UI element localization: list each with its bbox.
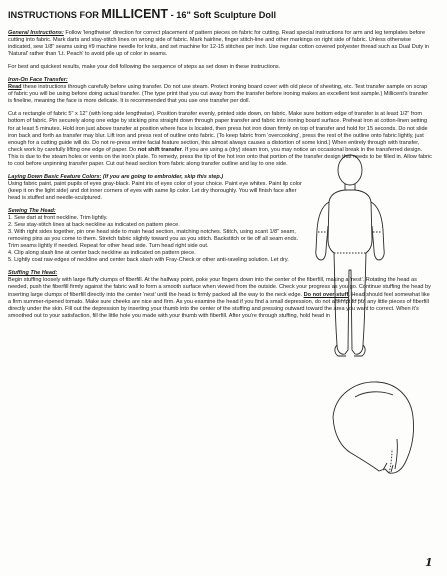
- transfer-p2: Cut a rectangle of fabric 5" x 12" (with long side lengthwise). Position transfer evenly, printed side down, on fabric. Make sure bottom edge of transfer is at least 1/2" from bottom of fabric. Pin securely along one edge by sticking pins straight down through paper transfer and fabric into ironing board surface. Preheat iron at cotton-linen setting for at least 5 minutes. Hold iron just above transfer at position where face is located, then press hot iron down firmly on top of transfer and hold for 15 seconds. Do not slide iron back and forth as transfer may blur. Lift iron and press rest of outline onto fabric. (To keep fabric from 'overcooking', press the rest of the outline onto fabric lightly, just enough for a cutting guide will do. Do not re-press entire facial feature section, this almost always causes a distortion of some kind.) When entirely through with transfer, check work by carefully lifting one edge of paper. Do: [8, 111, 428, 153]
- transfer-p1: these instructions through carefully before using transfer. Do not use steam. Protect ironing board cover with old piece of sheeting, etc. Test transfer sample on scrap of fabric you will be using before doing actual transfer. (The type print that you cut away from the transfer before ironing makes an excellent test sample.) Millicent's transfer is fineline, meaning the face is more delicate. It is recommended that you use one transfer per doll.: [8, 84, 429, 105]
- features-section: [8, 174, 308, 181]
- sewing-step-5: 5. Lightly coat raw edges of neckline and center back slash with Fray-Check or other anti-raveling solution. Let dry.: [8, 257, 289, 264]
- sewing-heading: Sewing The Head:: [8, 207, 56, 214]
- features-note: (If you are going to embroider, skip this step.): [101, 173, 224, 180]
- best-results-note: For best and quickest results, make your doll following the sequence of steps as set down in these instructions.: [8, 64, 281, 71]
- transfer-heading: Iron-On Face Transfer:: [8, 77, 68, 84]
- general-heading: General Instructions:: [8, 30, 64, 36]
- general-instructions: [8, 30, 433, 58]
- sewing-step-2: 2. Sew stay-stitch lines at back neckline as indicated on pattern piece.: [8, 222, 180, 229]
- features-body: Using fabric paint, paint pupils of eyes gray-black. Paint iris of eyes color of your choice. Paint eye whites. Paint lip color (keep it on the light side) and dot inner corners of eyes with same lip color. Let dry thoroughly. You will finish face after head is stuffed and needle-sculptured.: [8, 180, 302, 201]
- general-body: Follow 'lengthwise' direction for correct placement of pattern pieces on fabric for cutting. Read special instructions for arm and leg templates before cutting into fabric. Mark darts and stay-stitch lines on wrong side of fabric. Mark hairline, finger stitch-line and other markings on right side of fabric. Unless otherwise indicated, sew 1/8" seams using #9 machine needle for knits, and set machine for 12-15 stitches per inch. Use regular cotton covered polyester thread such as Dual Duty in 'Natural' rather than 'Lt. Peach' to avoid pile up of color in seams.: [8, 30, 429, 58]
- title-prefix: INSTRUCTIONS FOR: [8, 10, 102, 20]
- doll-body-illustration: [300, 150, 400, 365]
- stuffing-heading: Stuffing The Head:: [8, 270, 58, 277]
- doll-name: MILLICENT: [101, 7, 169, 21]
- page-number: 1: [425, 556, 433, 569]
- transfer-intro: [8, 84, 433, 105]
- read-word: Read: [8, 84, 22, 91]
- sewing-step-3: 3. With right sides together, pin one head side to main head section, matching notches. Stitch, using scant 1/8" seam, removing pins as you come to them. Stretch fabric slightly toward you as you stitch. Backstitch or tie off all seam ends. Trim seams lightly if needed. Repeat for other head side. Turn head right side out.: [8, 229, 299, 250]
- no-shift-warning: not shift transfer: [137, 146, 182, 153]
- transfer-p2-tail: . If you are using a (dry) steam iron, you may notice an occasional break in the transferred design. This is due to the steam holes or vents on the iron's plate. To remedy, press the tip of the hot iron onto that portion of the transfer design that needs to be filled in. Allow fabric to cool before unpinning transfer paper. Cut out head section from fabric along transfer outline and lay to one side.: [8, 146, 432, 167]
- sewing-step-1: 1. Sew dart at front neckline. Trim lightly.: [8, 215, 108, 222]
- stuffing-p1: Begin stuffing loosely with large fluffy clumps of fiberfill. At the halfway point, poke your fingers down into the center of the fiberfill, making a 'nest'. Rotating the head as needed, push the fiberfill firmly against the fabric wall to form a smooth surface when viewed from the outside. Check your progress as you go. Continue stuffing the head by inserting large clumps of fiberfill directly into the center 'nest' until the head is firmly packed all the way to the neck edge.: [8, 277, 431, 298]
- stuffed-head-illustration: [325, 377, 420, 477]
- stuffing-p2: . Head should feel somewhat like a firm summer-ripened tomato. Make sure cheeks are nice and firm. As you examine the head if you find a small depression, do not attempt to put any little pieces of fiberfill directly under the skin. Fill out the depression by inserting your thumb into the center of the stuffing and pressing outward toward the area you want to correct. When it's smoothed out to your satisfaction, fill the little hole you made with your thumb with fiberfill. After you're through stuffing, hold head in: [8, 291, 430, 319]
- features-heading: Laying Down Basic Feature Colors:: [8, 173, 102, 180]
- overstuff-warning: Do not over-stuff: [303, 291, 349, 298]
- sewing-step-4: 4. Clip along slash line at center back neckline as indicated on pattern piece.: [8, 250, 196, 257]
- title-suffix: - 16" Soft Sculpture Doll: [168, 10, 277, 20]
- document-title: [8, 7, 438, 21]
